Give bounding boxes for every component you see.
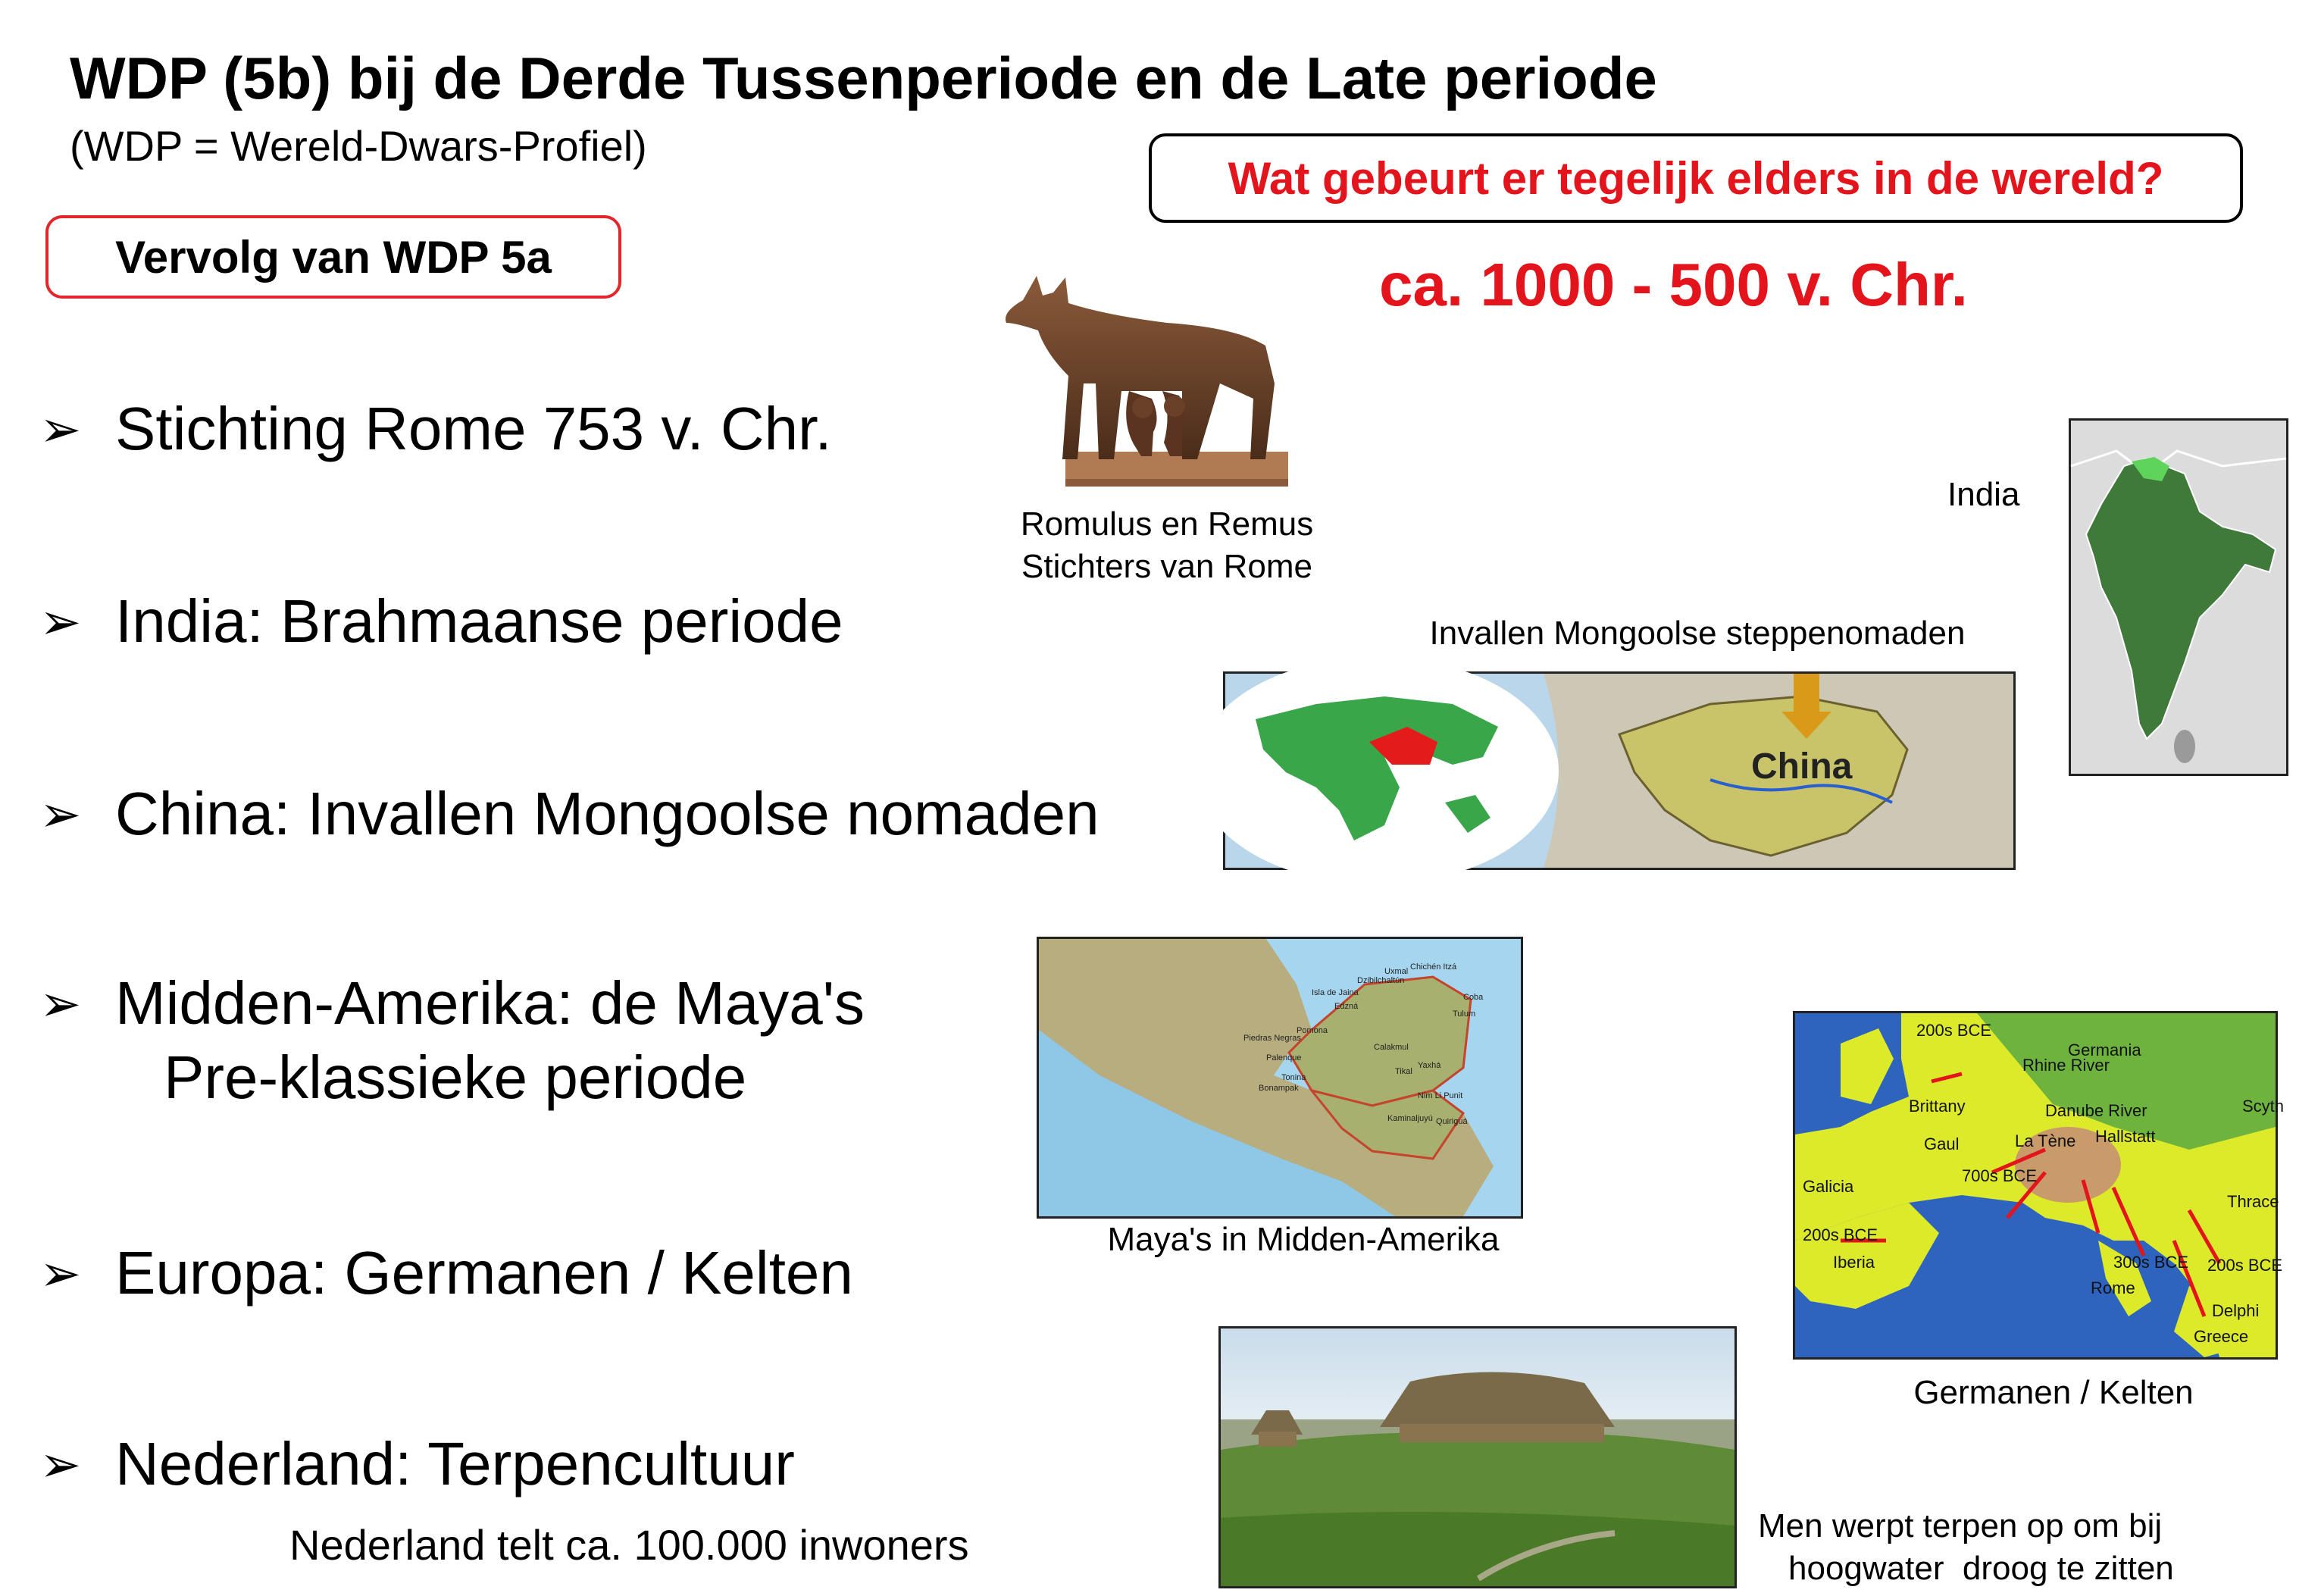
svg-text:Palenque: Palenque [1266, 1053, 1302, 1062]
terp-caption-line2: hoogwater droog te zitten [1788, 1550, 2174, 1587]
bullet-arrow-icon: ➢ [39, 593, 82, 649]
netherlands-note: Nederland telt ca. 100.000 inwoners [289, 1521, 969, 1569]
bullet-china [39, 779, 1100, 849]
svg-text:Coba: Coba [1463, 993, 1484, 1002]
svg-text:Nim Li Punit: Nim Li Punit [1418, 1091, 1463, 1100]
svg-text:Hallstatt: Hallstatt [2095, 1127, 2156, 1146]
svg-text:Kaminaljuyú: Kaminaljuyú [1387, 1114, 1433, 1123]
period-label: ca. 1000 - 500 v. Chr. [1379, 251, 1968, 318]
continuation-label: Vervolg van WDP 5a [115, 231, 552, 283]
svg-text:Quiriguá: Quiriguá [1436, 1117, 1468, 1126]
bullet-text: India: Brahmaanse periode [115, 587, 843, 655]
bullet-text: Europa: Germanen / Kelten [115, 1239, 853, 1307]
page-title: WDP (5b) bij de Derde Tussenperiode en de Late periode [70, 45, 1657, 111]
svg-text:Thrace: Thrace [2227, 1192, 2279, 1211]
svg-text:Danube River: Danube River [2045, 1101, 2147, 1120]
svg-text:Brittany: Brittany [1909, 1097, 1966, 1116]
china-map-image [1223, 671, 2016, 870]
question-text: Wat gebeurt er tegelijk elders in de wereld? [1228, 152, 2164, 204]
svg-text:La Tène: La Tène [2015, 1131, 2076, 1150]
svg-text:Scyth: Scyth [2242, 1097, 2285, 1116]
india-label: India [1947, 476, 2020, 513]
bullet-text: Nederland: Terpencultuur [115, 1430, 795, 1497]
svg-text:Dzibilchaltún: Dzibilchaltún [1357, 976, 1405, 985]
svg-text:Tonina: Tonina [1281, 1073, 1306, 1082]
bullet-text: Stichting Rome 753 v. Chr. [115, 395, 832, 462]
europe-caption: Germanen / Kelten [1913, 1374, 2194, 1411]
svg-text:Galicia: Galicia [1803, 1177, 1854, 1196]
bullet-arrow-icon: ➢ [39, 786, 82, 842]
wolf-caption-line2: Stichters van Rome [1021, 548, 1312, 585]
europe-map-image [1793, 1011, 2285, 1360]
bullet-maya-continuation: Pre-klassieke periode [164, 1044, 747, 1111]
svg-text:Chichén Itzá: Chichén Itzá [1410, 962, 1457, 972]
question-box [1149, 133, 2243, 223]
svg-text:Tulum: Tulum [1453, 1009, 1476, 1019]
china-map-label: China [1751, 746, 1853, 787]
wolf-caption-line1: Romulus en Remus [1020, 505, 1314, 543]
svg-text:Gaul: Gaul [1924, 1134, 1960, 1153]
terp-caption [1758, 1505, 2273, 1590]
bullet-india [39, 587, 843, 656]
svg-text:200s BCE: 200s BCE [2207, 1256, 2283, 1275]
svg-text:Piedras Negras: Piedras Negras [1243, 1034, 1301, 1043]
svg-text:Tikal: Tikal [1395, 1067, 1412, 1076]
svg-text:Isla de Jaina: Isla de Jaina [1312, 988, 1359, 997]
bullet-arrow-icon: ➢ [39, 1436, 82, 1492]
bullet-rome [39, 394, 832, 464]
bullet-europe [39, 1238, 853, 1308]
svg-text:Germania: Germania [2068, 1041, 2141, 1059]
svg-text:Bonampak: Bonampak [1259, 1084, 1299, 1093]
bullet-arrow-icon: ➢ [39, 975, 82, 1031]
india-map-image [2069, 418, 2288, 776]
bullet-arrow-icon: ➢ [39, 401, 82, 457]
svg-text:Edzná: Edzná [1334, 1002, 1359, 1011]
svg-text:Calakmul: Calakmul [1374, 1043, 1409, 1052]
svg-text:Uxmal: Uxmal [1384, 967, 1409, 976]
svg-text:Iberia: Iberia [1833, 1253, 1875, 1272]
svg-text:300s BCE: 300s BCE [2113, 1253, 2189, 1272]
svg-text:Greece: Greece [2194, 1327, 2249, 1346]
svg-text:Rome: Rome [2091, 1278, 2135, 1297]
maya-map-image [1037, 937, 1523, 1219]
maya-caption: Maya's in Midden-Amerika [1107, 1221, 1500, 1258]
svg-text:Yaxhá: Yaxhá [1418, 1061, 1441, 1070]
terp-caption-line1: Men werpt terpen op om bij [1758, 1507, 2163, 1544]
bullet-netherlands [39, 1429, 795, 1499]
svg-text:200s BCE: 200s BCE [1916, 1021, 1992, 1040]
bullet-text: China: Invallen Mongoolse nomaden [115, 780, 1100, 847]
page-subtitle: (WDP = Wereld-Dwars-Profiel) [70, 122, 647, 170]
svg-text:700s BCE: 700s BCE [1962, 1166, 2038, 1185]
svg-text:Pomona: Pomona [1297, 1026, 1328, 1035]
continuation-box [45, 215, 621, 299]
svg-text:200s BCE: 200s BCE [1803, 1225, 1878, 1244]
capitoline-wolf-image [993, 270, 1296, 490]
svg-text:Rhine River: Rhine River [2022, 1056, 2110, 1075]
wolf-caption [993, 503, 1341, 588]
terp-photo-image [1218, 1326, 1737, 1588]
svg-text:Delphi: Delphi [2212, 1301, 2260, 1320]
bullet-maya [39, 969, 865, 1038]
bullet-text: Midden-Amerika: de Maya's [115, 969, 865, 1037]
bullet-arrow-icon: ➢ [39, 1245, 82, 1301]
china-caption: Invallen Mongoolse steppenomaden [1429, 615, 1966, 652]
